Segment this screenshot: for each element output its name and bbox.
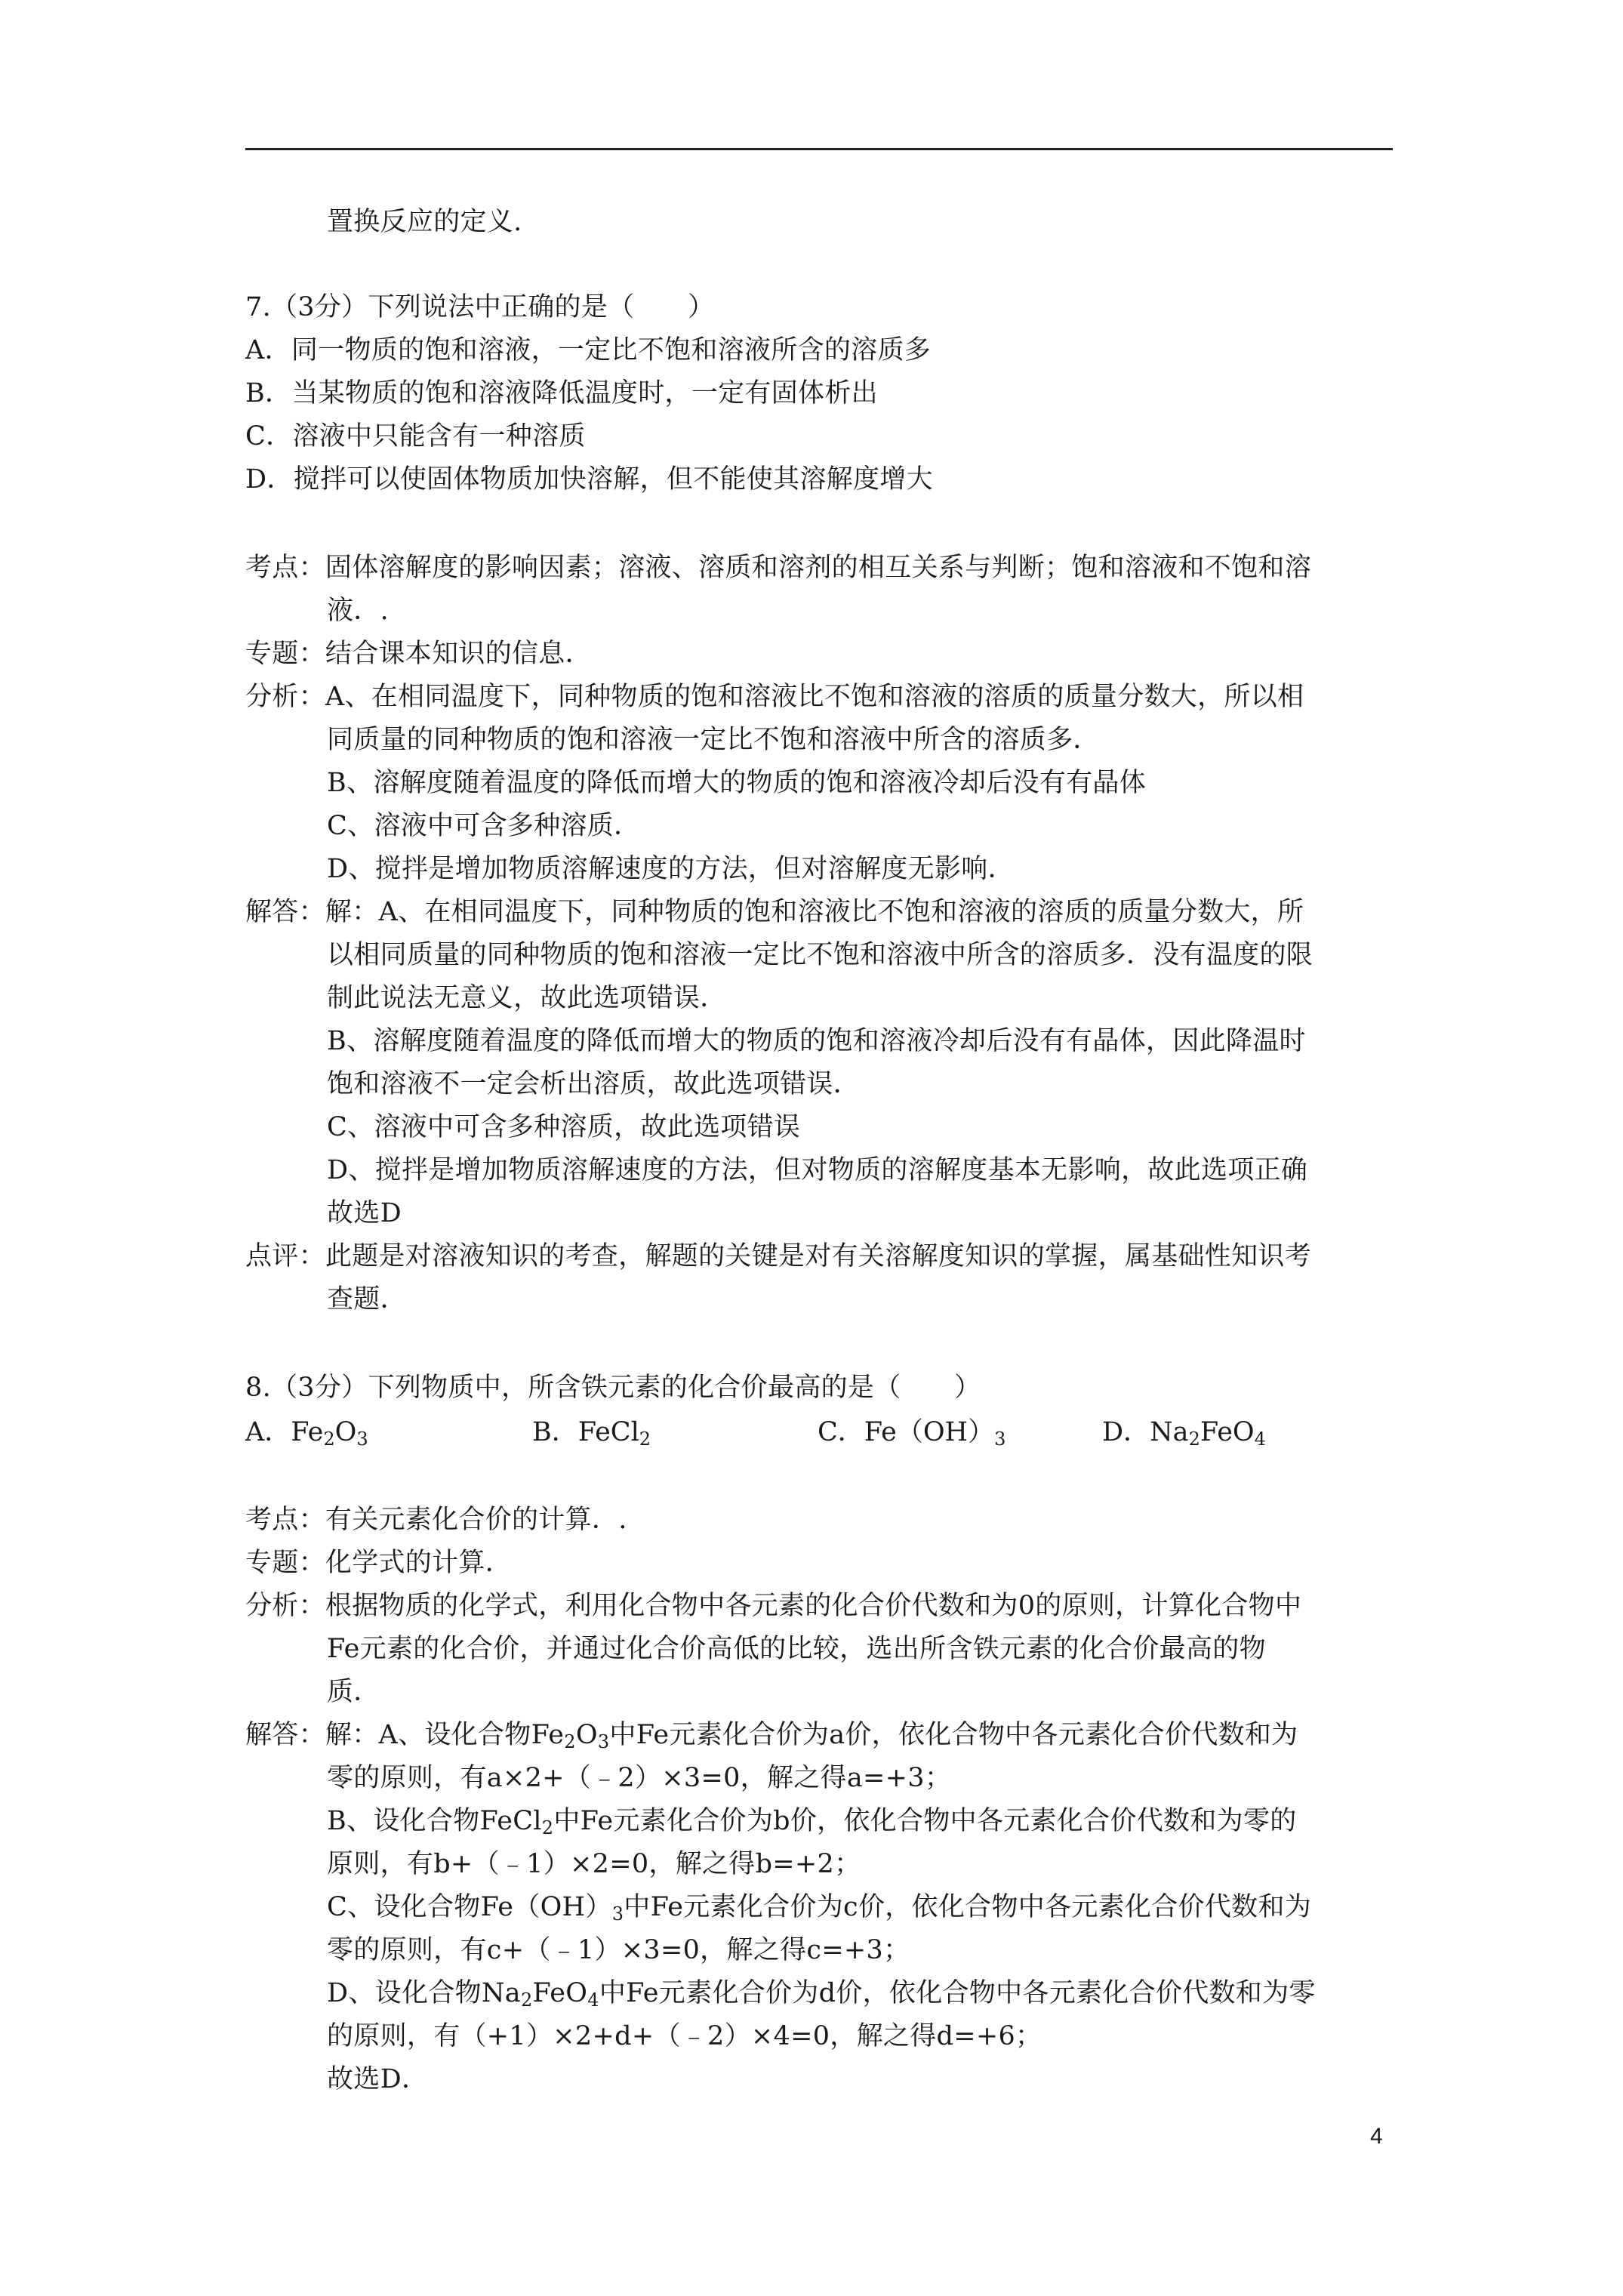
q7-dianping-cont: 查题． (327, 1284, 407, 1314)
q8-jieda-e: 故选D． (327, 2064, 429, 2094)
q8-jieda-a2: 零的原则，有a×2+（﹣2）×3=0，解之得a=+3； (327, 1763, 952, 1793)
q7-dianping: 点评：此题是对溶液知识的考查，解题的关键是对有关溶解度知识的掌握，属基础性知识考 (245, 1241, 1312, 1271)
q8-kaodian: 考点：有关元素化合价的计算．. (245, 1505, 627, 1535)
q8-jieda-a1: 解答：解：A、设化合物$Fe_2O_3$中Fe元素化合价为a价，依化合物中各元素化合价代数和为 (245, 1720, 1298, 1752)
question-8-option-a: A．$Fe_2O_3$ (245, 1417, 368, 1450)
question-7-option-b: B．当某物质的饱和溶液降低温度时，一定有固体析出 (245, 378, 878, 408)
text-line: 置换反应的定义. (327, 207, 522, 237)
question-8-stem: 8.（3分）下列物质中，所含铁元素的化合价最高的是（ ） (245, 1373, 981, 1403)
question-8-option-b: B．FeCl$_2$ (532, 1417, 651, 1450)
q7-jieda-line: 故选D (327, 1198, 402, 1228)
q8-jieda-d2: 的原则，有（+1）×2+d+（﹣2）×4=0，解之得d=+6； (327, 2021, 1042, 2051)
q8-jieda-b2: 原则，有b+（﹣1）×2=0，解之得b=+2； (327, 1849, 861, 1879)
q7-kaodian: 考点：固体溶解度的影响因素；溶液、溶质和溶剂的相互关系与判断；饱和溶液和不饱和溶 (245, 553, 1312, 583)
q7-jieda-line: D、搅拌是增加物质溶解速度的方法，但对物质的溶解度基本无影响，故此选项正确 (327, 1155, 1308, 1185)
q7-kaodian-cont: 液．. (327, 596, 390, 626)
q8-jieda-c1: C、设化合物$Fe(OH)_3$中Fe元素化合价为c价，依化合物中各元素化合价代数和为 (327, 1892, 1312, 1925)
question-7-stem: 7.（3分）下列说法中正确的是（ ） (245, 292, 715, 322)
q8-fenxi-line: Fe元素的化合价，并通过化合价高低的比较，选出所含铁元素的化合价最高的物 (327, 1634, 1266, 1664)
question-7-option-d: D．搅拌可以使固体物质加快溶解，但不能使其溶解度增大 (245, 464, 933, 495)
question-8-option-d: D．$Na_2FeO_4$ (1102, 1417, 1266, 1450)
q8-jieda-b1: B、设化合物FeCl$_2$中Fe元素化合价为b价，依化合物中各元素化合价代数和为零的 (327, 1806, 1297, 1838)
page-number: 4 (1370, 2124, 1383, 2149)
q8-fenxi: 分析：根据物质的化学式，利用化合物中各元素的化合价代数和为0的原则，计算化合物中 (245, 1591, 1302, 1621)
q8-fenxi-line: 质． (327, 1677, 380, 1707)
q7-jieda-line: B、溶解度随着温度的降低而增大的物质的饱和溶液冷却后没有有晶体，因此降温时 (327, 1026, 1306, 1056)
question-7-option-a: A．同一物质的饱和溶液，一定比不饱和溶液所含的溶质多 (245, 335, 932, 365)
q8-zhuanti: 专题：化学式的计算． (245, 1548, 513, 1578)
q7-fenxi-line: D、搅拌是增加物质溶解速度的方法，但对溶解度无影响． (327, 854, 1015, 884)
q7-fenxi: 分析：A、在相同温度下，同种物质的饱和溶液比不饱和溶液的溶质的质量分数大，所以相 (245, 682, 1304, 712)
q7-jieda-line: 饱和溶液不一定会析出溶质，故此选项错误． (327, 1069, 861, 1099)
q7-jieda-line: C、溶液中可含多种溶质，故此选项错误 (327, 1112, 801, 1142)
q7-fenxi-line: B、溶解度随着温度的降低而增大的物质的饱和溶液冷却后没有有晶体 (327, 768, 1147, 798)
q8-jieda-c2: 零的原则，有c+（﹣1）×3=0，解之得c=+3； (327, 1935, 910, 1965)
header-rule (245, 148, 1393, 150)
q7-jieda-line: 以相同质量的同种物质的饱和溶液一定比不饱和溶液中所含的溶质多．没有温度的限 (327, 940, 1313, 970)
q7-jieda-line: 制此说法无意义，故此选项错误． (327, 983, 727, 1013)
question-8-option-c: C．$Fe(OH)_3$ (818, 1417, 1006, 1450)
q7-fenxi-line: 同质量的同种物质的饱和溶液一定比不饱和溶液中所含的溶质多． (327, 725, 1100, 755)
q7-zhuanti: 专题：结合课本知识的信息． (245, 639, 592, 669)
q8-jieda-d1: D、设化合物$Na_2FeO_4$中Fe元素化合价为d价，依化合物中各元素化合价代数和为零 (327, 1978, 1316, 2011)
q7-jieda: 解答：解：A、在相同温度下，同种物质的饱和溶液比不饱和溶液的溶质的质量分数大，所 (245, 897, 1304, 927)
question-7-option-c: C．溶液中只能含有一种溶质 (245, 421, 586, 451)
q7-fenxi-line: C、溶液中可含多种溶质． (327, 811, 641, 841)
